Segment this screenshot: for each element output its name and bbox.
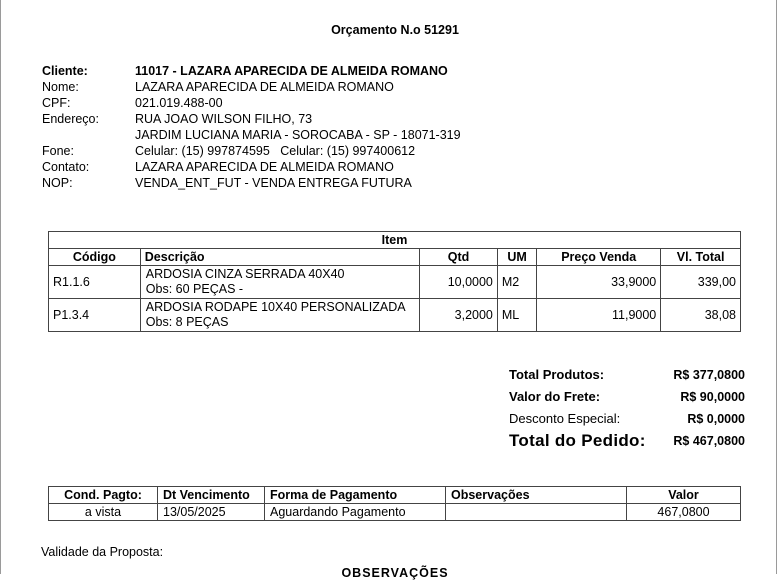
frete-value: R$ 90,0000 — [680, 390, 745, 404]
item-descricao-cell — [140, 299, 419, 332]
name-label: Nome: — [42, 80, 79, 94]
contact-label: Contato: — [42, 160, 90, 174]
client-info — [42, 63, 461, 191]
nop-value: VENDA_ENT_FUT - VENDA ENTREGA FUTURA — [135, 176, 412, 190]
payment-cond: a vista — [49, 504, 158, 521]
client-row-endereco — [42, 111, 461, 127]
col-codigo: Código — [49, 249, 141, 266]
page-right-border — [776, 0, 777, 574]
name-value: LAZARA APARECIDA DE ALMEIDA ROMANO — [135, 80, 394, 94]
items-caption: Item — [49, 232, 741, 249]
address-value: RUA JOAO WILSON FILHO, 73 — [135, 112, 313, 126]
client-label: Cliente: — [42, 64, 88, 78]
observacoes-heading: OBSERVAÇÕES — [341, 566, 449, 580]
col-descricao: Descrição — [140, 249, 419, 266]
totals-block — [509, 365, 745, 457]
client-row-fone — [42, 143, 461, 159]
frete-label: Valor do Frete: — [509, 389, 601, 404]
col-valor: Valor — [627, 487, 741, 504]
address-value-2: JARDIM LUCIANA MARIA - SOROCABA - SP - 18071-319 — [135, 128, 461, 142]
item-total: 38,08 — [661, 299, 741, 332]
frete-row — [509, 387, 745, 409]
col-um: UM — [497, 249, 536, 266]
col-forma: Forma de Pagamento — [265, 487, 446, 504]
address-label: Endereço: — [42, 112, 99, 126]
item-obs: Obs: 60 PEÇAS - — [145, 282, 244, 296]
item-total: 339,00 — [661, 266, 741, 299]
total-produtos-row — [509, 365, 745, 387]
item-preco: 11,9000 — [537, 299, 661, 332]
col-qtd: Qtd — [420, 249, 498, 266]
items-header-row — [49, 249, 741, 266]
payment-row — [49, 504, 741, 521]
desconto-value: R$ 0,0000 — [687, 412, 745, 426]
col-total: Vl. Total — [661, 249, 741, 266]
col-preco: Preço Venda — [537, 249, 661, 266]
col-obs: Observações — [446, 487, 627, 504]
item-descricao: ARDOSIA RODAPE 10X40 PERSONALIZADA — [145, 300, 406, 314]
col-venc: Dt Vencimento — [158, 487, 265, 504]
validade-label: Validade da Proposta: — [41, 545, 164, 559]
address-label-2 — [42, 127, 135, 143]
items-table — [48, 231, 741, 332]
desconto-label: Desconto Especial: — [509, 411, 621, 426]
page-left-border — [0, 0, 1, 574]
client-row-endereco-2 — [42, 127, 461, 143]
nop-label: NOP: — [42, 176, 73, 190]
client-row-contato — [42, 159, 461, 175]
payment-table — [48, 486, 741, 521]
document-title: Orçamento N.o 51291 — [331, 23, 459, 37]
contact-value: LAZARA APARECIDA DE ALMEIDA ROMANO — [135, 160, 394, 174]
item-um: M2 — [497, 266, 536, 299]
item-descricao: ARDOSIA CINZA SERRADA 40X40 — [145, 267, 345, 281]
total-produtos-value: R$ 377,0800 — [673, 368, 745, 382]
client-row-nop — [42, 175, 461, 191]
table-row — [49, 266, 741, 299]
item-descricao-cell — [140, 266, 419, 299]
payment-venc: 13/05/2025 — [158, 504, 265, 521]
payment-valor: 467,0800 — [627, 504, 741, 521]
client-row-nome — [42, 79, 461, 95]
desconto-row — [509, 409, 745, 431]
client-value: 11017 - LAZARA APARECIDA DE ALMEIDA ROMANO — [135, 64, 448, 78]
item-codigo: R1.1.6 — [49, 266, 141, 299]
phone-label: Fone: — [42, 144, 74, 158]
table-row — [49, 299, 741, 332]
total-pedido-value: R$ 467,0800 — [673, 434, 745, 448]
total-pedido-row — [509, 431, 745, 457]
phone-value: Celular: (15) 997874595 Celular: (15) 997400612 — [135, 144, 416, 158]
cpf-label: CPF: — [42, 96, 71, 110]
item-obs: Obs: 8 PEÇAS — [145, 315, 229, 329]
cpf-value: 021.019.488-00 — [135, 96, 223, 110]
item-qtd: 10,0000 — [420, 266, 498, 299]
item-qtd: 3,2000 — [420, 299, 498, 332]
item-um: ML — [497, 299, 536, 332]
col-cond: Cond. Pagto: — [49, 487, 158, 504]
payment-header-row — [49, 487, 741, 504]
client-row-cpf — [42, 95, 461, 111]
payment-forma: Aguardando Pagamento — [265, 504, 446, 521]
client-row-cliente — [42, 63, 461, 79]
total-pedido-label: Total do Pedido: — [509, 431, 646, 450]
item-preco: 33,9000 — [537, 266, 661, 299]
item-codigo: P1.3.4 — [49, 299, 141, 332]
payment-obs — [446, 504, 627, 521]
total-produtos-label: Total Produtos: — [509, 367, 605, 382]
